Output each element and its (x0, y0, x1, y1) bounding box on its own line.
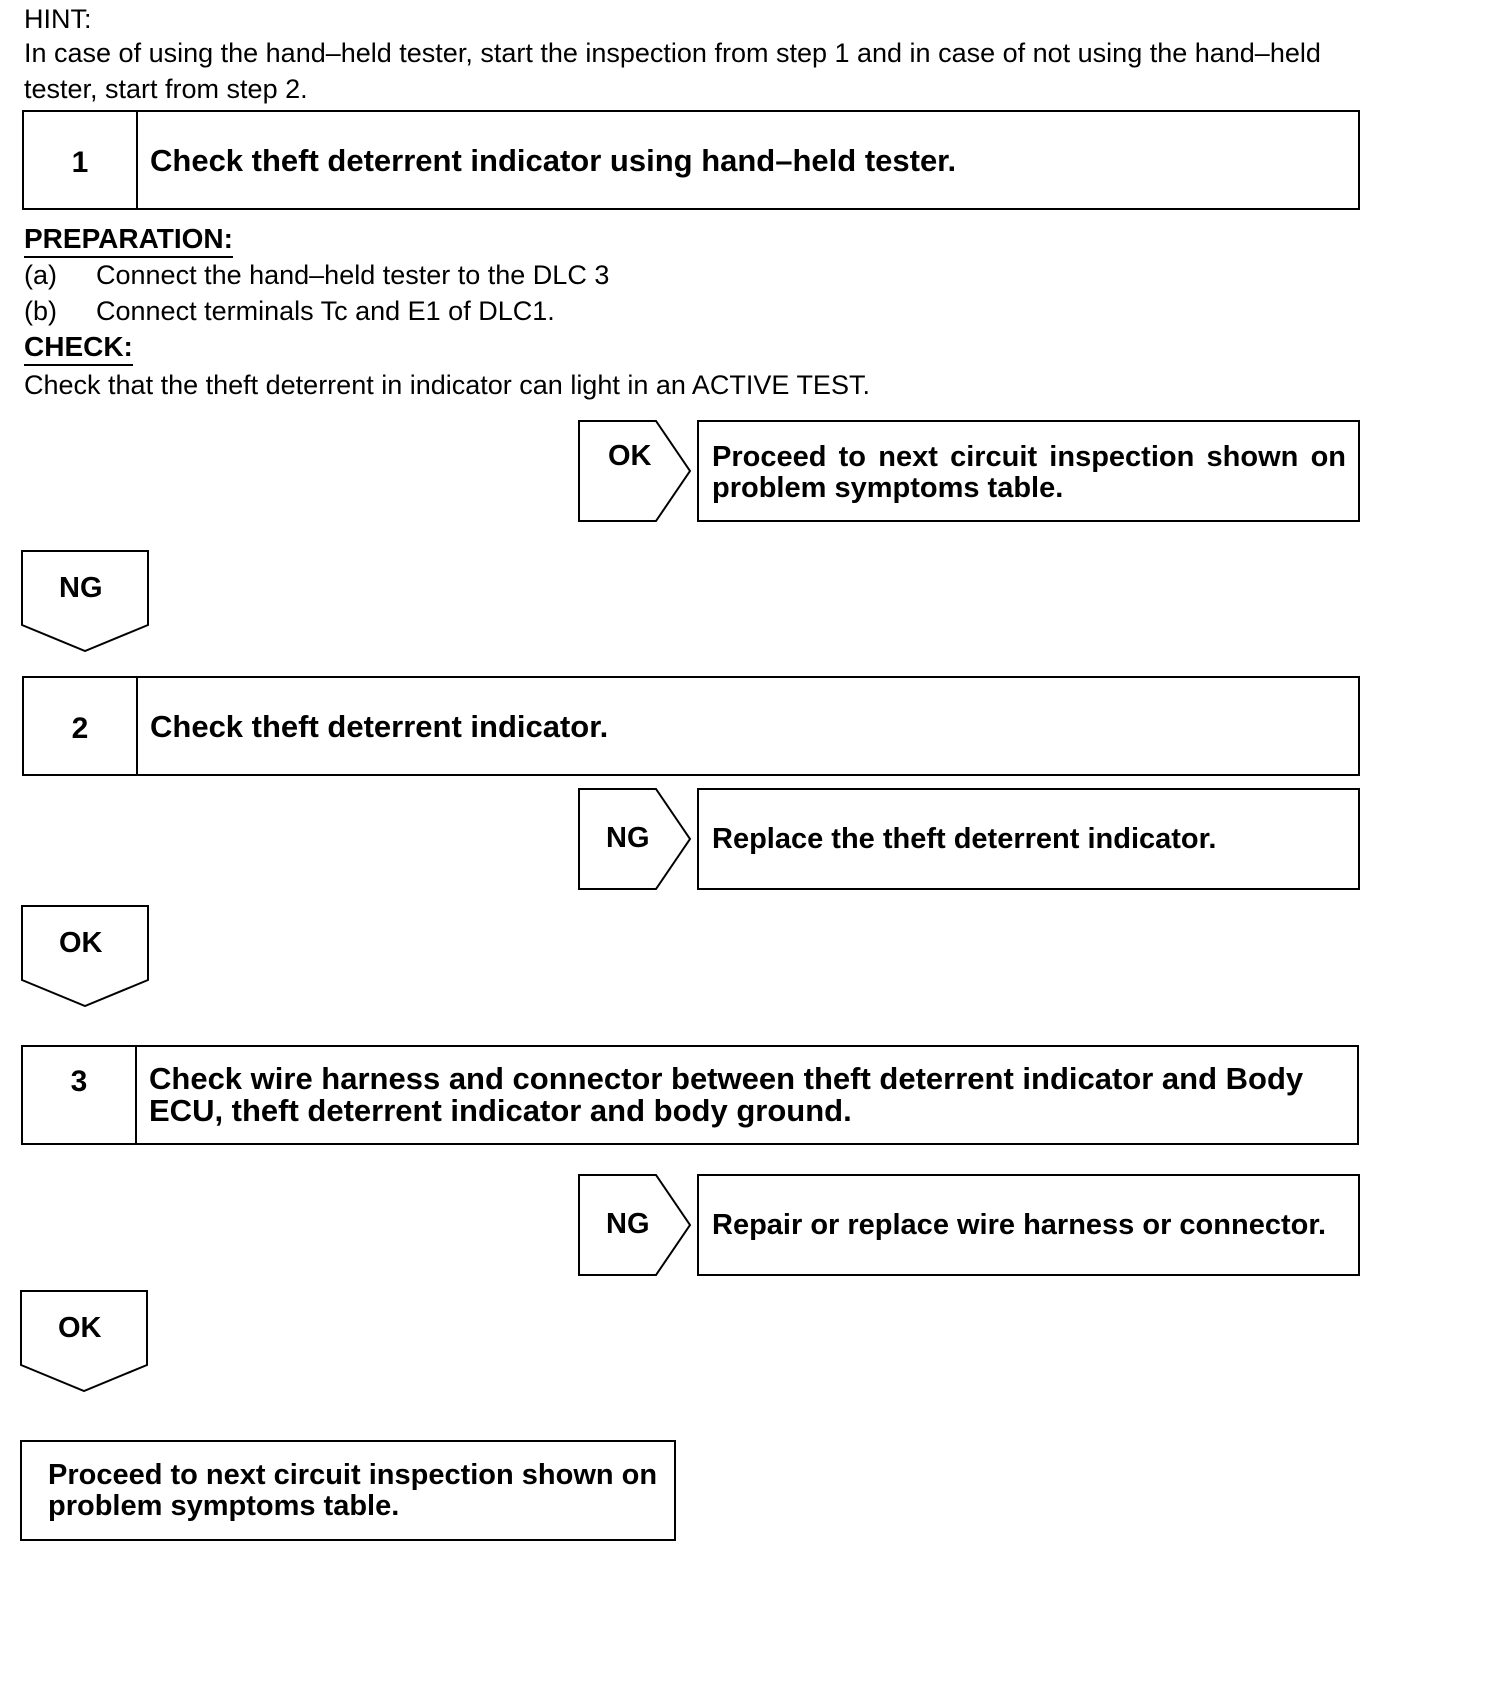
check-heading: CHECK: (24, 330, 133, 366)
step-3-ok-arrow (20, 1290, 148, 1392)
step-2-ng-arrow (578, 788, 692, 890)
step-3-ng-result: Repair or replace wire harness or connector. (697, 1174, 1360, 1276)
step-1-title: Check theft deterrent indicator using hand–held tester. (150, 143, 957, 178)
step-1-ng-label: NG (59, 572, 103, 604)
step-3-ng-arrow (578, 1174, 692, 1276)
hint-text: In case of using the hand–held tester, start the inspection from step 1 and in case of not using the hand–held tester, start from step 2. (24, 38, 1321, 104)
step-1-ok-label: OK (608, 440, 652, 472)
step-1-ng-arrow (21, 550, 149, 652)
preparation-item-a-text: Connect the hand–held tester to the DLC 3 (96, 260, 610, 290)
step-2-number: 2 (24, 678, 138, 774)
step-2-ok-label: OK (59, 927, 103, 959)
step-1-number: 1 (24, 112, 138, 208)
step-2-ng-result: Replace the theft deterrent indicator. (697, 788, 1360, 890)
hint-label: HINT: (24, 4, 92, 34)
step-2-box (22, 676, 1360, 776)
preparation-item-b-text: Connect terminals Tc and E1 of DLC1. (96, 296, 555, 326)
step-2-ng-label: NG (606, 822, 650, 854)
check-text: Check that the theft deterrent in indicator can light in an ACTIVE TEST. (24, 370, 870, 400)
step-1-ok-arrow (578, 420, 692, 522)
preparation-heading: PREPARATION: (24, 222, 233, 258)
step-3-title: Check wire harness and connector between theft deterrent indicator and Body ECU, theft deterrent indicator and body ground. (149, 1061, 1304, 1128)
final-result: Proceed to next circuit inspection shown on problem symptoms table. (20, 1440, 676, 1541)
step-3-number: 3 (23, 1047, 137, 1143)
step-1-ok-result: Proceed to next circuit inspection shown on problem symptoms table. (697, 420, 1360, 522)
step-3-ng-label: NG (606, 1208, 650, 1240)
step-3-box (21, 1045, 1359, 1145)
preparation-item-a-marker: (a) (24, 260, 57, 290)
step-3-ok-label: OK (58, 1312, 102, 1344)
step-2-ok-arrow (21, 905, 149, 1007)
preparation-item-b-marker: (b) (24, 296, 57, 326)
step-1-box (22, 110, 1360, 210)
step-2-title: Check theft deterrent indicator. (150, 709, 609, 744)
